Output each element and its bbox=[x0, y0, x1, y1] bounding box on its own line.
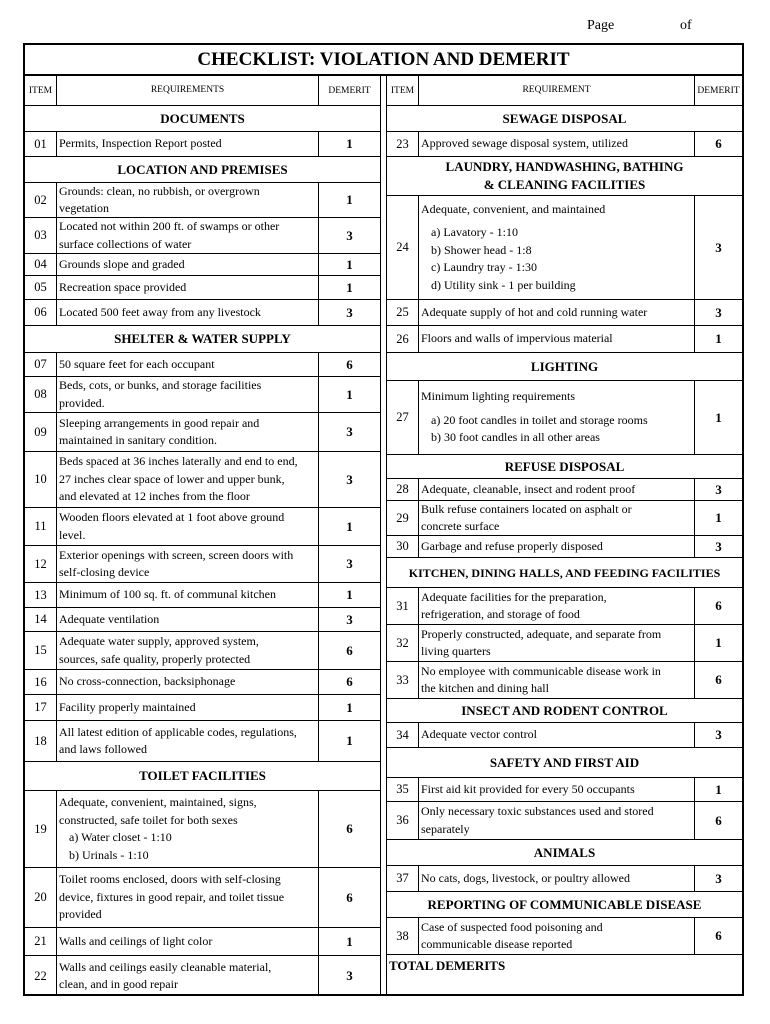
item-requirement: No employee with communicable disease work in the kitchen and dining hall bbox=[419, 662, 695, 698]
section-animals: ANIMALS bbox=[387, 840, 742, 866]
section-location: LOCATION AND PREMISES bbox=[25, 157, 380, 183]
item-number: 10 bbox=[25, 452, 57, 507]
right-column bbox=[386, 76, 742, 994]
item-number: 14 bbox=[25, 608, 57, 631]
item-requirement: Floors and walls of impervious material bbox=[419, 326, 695, 352]
item-row-36 bbox=[387, 802, 742, 840]
item-row-13 bbox=[25, 583, 380, 608]
section-reporting: REPORTING OF COMMUNICABLE DISEASE bbox=[387, 892, 742, 918]
item-requirement: Approved sewage disposal system, utilized bbox=[419, 132, 695, 156]
item-requirement: Adequate supply of hot and cold running water bbox=[419, 300, 695, 325]
item-number: 21 bbox=[25, 928, 57, 955]
item-number: 28 bbox=[387, 479, 419, 500]
item-requirement: Adequate, cleanable, insect and rodent proof bbox=[419, 479, 695, 500]
item-requirement: No cross-connection, backsiphonage bbox=[57, 670, 319, 694]
item-number: 36 bbox=[387, 802, 419, 839]
item-demerit: 3 bbox=[346, 611, 353, 627]
item-demerit: 1 bbox=[715, 409, 722, 425]
item-row-34 bbox=[387, 723, 742, 748]
section-kitchen: KITCHEN, DINING HALLS, AND FEEDING FACILITIES bbox=[387, 558, 742, 588]
item-row-04 bbox=[25, 254, 380, 276]
item-row-19 bbox=[25, 791, 380, 868]
item-row-20 bbox=[25, 868, 380, 928]
item-demerit: 1 bbox=[346, 386, 353, 402]
item-requirement: Wooden floors elevated at 1 foot above ground level. bbox=[57, 508, 319, 545]
item-requirement: First aid kit provided for every 50 occupants bbox=[419, 778, 695, 801]
item-row-08 bbox=[25, 377, 380, 413]
item-row-21 bbox=[25, 928, 380, 956]
item-demerit: 1 bbox=[346, 733, 353, 748]
item-requirement: Located not within 200 ft. of swamps or other surface collections of water bbox=[57, 218, 319, 253]
item-number: 38 bbox=[387, 918, 419, 954]
item-number: 05 bbox=[25, 276, 57, 299]
item-row-28 bbox=[387, 479, 742, 501]
item-requirement: Located 500 feet away from any livestock bbox=[57, 300, 319, 325]
item-requirement: Minimum of 100 sq. ft. of communal kitchen bbox=[57, 583, 319, 607]
item-row-11 bbox=[25, 508, 380, 546]
total-demerits-label: TOTAL DEMERITS bbox=[389, 958, 506, 973]
item-row-07 bbox=[25, 353, 380, 377]
item-row-31 bbox=[387, 588, 742, 625]
item-demerit: 1 bbox=[346, 256, 353, 272]
item-requirement: Recreation space provided bbox=[57, 276, 319, 299]
item-requirement: Adequate water supply, approved system, sources, safe quality, properly protected bbox=[57, 632, 319, 669]
item-demerit: 1 bbox=[346, 518, 353, 534]
item-demerit: 3 bbox=[346, 304, 353, 320]
item-demerit: 3 bbox=[346, 968, 353, 983]
item-number: 07 bbox=[25, 353, 57, 376]
section-lighting: LIGHTING bbox=[387, 353, 742, 381]
item-row-16 bbox=[25, 670, 380, 695]
item-row-05 bbox=[25, 276, 380, 300]
section-documents: DOCUMENTS bbox=[25, 106, 380, 132]
of-label: of bbox=[680, 18, 692, 33]
section-safety: SAFETY AND FIRST AID bbox=[387, 748, 742, 778]
item-requirement: Minimum lighting requirements a) 20 foot candles in toilet and storage rooms b) 30 foot candles in all other areas bbox=[419, 381, 695, 454]
item-requirement: Facility properly maintained bbox=[57, 695, 319, 720]
item-number: 34 bbox=[387, 723, 419, 747]
item-number: 16 bbox=[25, 670, 57, 694]
section-refuse: REFUSE DISPOSAL bbox=[387, 455, 742, 479]
item-number: 37 bbox=[387, 866, 419, 891]
item-requirement: Adequate, convenient, and maintained a) Lavatory - 1:10 b) Shower head - 1:8 c) Laundry tray - 1:30 d) Utility sink - 1 per building bbox=[419, 196, 695, 299]
item-number: 19 bbox=[25, 791, 57, 867]
page-label: Page bbox=[587, 18, 615, 33]
item-number: 04 bbox=[25, 254, 57, 275]
item-requirement: Adequate facilities for the preparation, refrigeration, and storage of food bbox=[419, 588, 695, 624]
item-demerit: 6 bbox=[346, 821, 353, 836]
item-number: 30 bbox=[387, 536, 419, 557]
header-demerit: DEMERIT bbox=[697, 85, 740, 96]
item-demerit: 1 bbox=[346, 192, 353, 207]
left-column bbox=[25, 76, 381, 994]
item-requirement: Adequate ventilation bbox=[57, 608, 319, 631]
header-requirement: REQUIREMENT bbox=[419, 76, 695, 105]
item-row-17 bbox=[25, 695, 380, 721]
item-requirement: Permits, Inspection Report posted bbox=[57, 132, 319, 156]
item-demerit: 6 bbox=[715, 598, 722, 613]
item-row-10 bbox=[25, 452, 380, 508]
item-row-12 bbox=[25, 546, 380, 583]
item-requirement: Walls and ceilings of light color bbox=[57, 928, 319, 955]
item-requirement: All latest edition of applicable codes, regulations, and laws followed bbox=[57, 721, 319, 761]
item-demerit: 6 bbox=[346, 674, 353, 689]
item-demerit: 3 bbox=[346, 424, 353, 439]
item-requirement: Only necessary toxic substances used and stored separately bbox=[419, 802, 695, 839]
item-row-22 bbox=[25, 956, 380, 996]
item-number: 29 bbox=[387, 501, 419, 535]
item-number: 23 bbox=[387, 132, 419, 156]
section-insect: INSECT AND RODENT CONTROL bbox=[387, 699, 742, 723]
item-requirement: Grounds: clean, no rubbish, or overgrown vegetation bbox=[57, 183, 319, 217]
item-demerit: 3 bbox=[715, 304, 722, 320]
item-row-35 bbox=[387, 778, 742, 802]
item-demerit: 6 bbox=[346, 642, 353, 658]
item-number: 35 bbox=[387, 778, 419, 801]
item-number: 22 bbox=[25, 956, 57, 996]
item-demerit: 3 bbox=[346, 471, 353, 487]
form-title: CHECKLIST: VIOLATION AND DEMERIT bbox=[25, 45, 742, 76]
section-laundry: LAUNDRY, HANDWASHING, BATHING & CLEANING FACILITIES bbox=[387, 157, 742, 196]
item-row-15 bbox=[25, 632, 380, 670]
item-demerit: 6 bbox=[715, 928, 722, 943]
item-number: 26 bbox=[387, 326, 419, 352]
item-requirement: Walls and ceilings easily cleanable material, clean, and in good repair bbox=[57, 956, 319, 996]
item-demerit: 3 bbox=[346, 556, 353, 571]
table-header bbox=[387, 76, 742, 106]
item-row-27 bbox=[387, 381, 742, 455]
item-requirement: Toilet rooms enclosed, doors with self-closing device, fixtures in good repair, and toilet tissue provided bbox=[57, 868, 319, 927]
item-number: 24 bbox=[387, 196, 419, 299]
item-requirement: Adequate vector control bbox=[419, 723, 695, 747]
item-demerit: 6 bbox=[346, 889, 353, 905]
item-row-25 bbox=[387, 300, 742, 326]
item-number: 02 bbox=[25, 183, 57, 217]
item-number: 12 bbox=[25, 546, 57, 582]
item-demerit: 6 bbox=[715, 812, 722, 828]
item-requirement: Exterior openings with screen, screen doors with self-closing device bbox=[57, 546, 319, 582]
item-demerit: 6 bbox=[715, 672, 722, 687]
item-demerit: 6 bbox=[715, 136, 722, 151]
item-demerit: 3 bbox=[346, 227, 353, 243]
header-demerit: DEMERIT bbox=[328, 85, 371, 96]
item-number: 32 bbox=[387, 625, 419, 661]
item-row-32 bbox=[387, 625, 742, 662]
item-number: 20 bbox=[25, 868, 57, 927]
item-requirement: Bulk refuse containers located on asphalt or concrete surface bbox=[419, 501, 695, 535]
item-requirement: 50 square feet for each occupant bbox=[57, 353, 319, 376]
item-row-01 bbox=[25, 132, 380, 157]
item-row-06 bbox=[25, 300, 380, 326]
item-number: 13 bbox=[25, 583, 57, 607]
item-requirement: Case of suspected food poisoning and communicable disease reported bbox=[419, 918, 695, 954]
item-row-18 bbox=[25, 721, 380, 762]
item-number: 09 bbox=[25, 413, 57, 451]
item-number: 33 bbox=[387, 662, 419, 698]
item-demerit: 3 bbox=[715, 239, 722, 255]
table-header bbox=[25, 76, 380, 106]
item-row-37 bbox=[387, 866, 742, 892]
item-demerit: 6 bbox=[346, 356, 353, 372]
checklist-form bbox=[23, 43, 744, 996]
item-row-33 bbox=[387, 662, 742, 699]
item-requirement: Beds spaced at 36 inches laterally and end to end, 27 inches clear space of lower and upper bunk, and elevated at 12 inches from the floor bbox=[57, 452, 319, 507]
item-number: 03 bbox=[25, 218, 57, 253]
item-demerit: 1 bbox=[346, 279, 353, 295]
item-row-23 bbox=[387, 132, 742, 157]
item-demerit: 1 bbox=[346, 699, 353, 715]
item-demerit: 3 bbox=[715, 727, 722, 742]
section-toilet: TOILET FACILITIES bbox=[25, 762, 380, 791]
header-item: ITEM bbox=[25, 76, 57, 105]
section-shelter: SHELTER & WATER SUPPLY bbox=[25, 326, 380, 353]
item-requirement: Sleeping arrangements in good repair and maintained in sanitary condition. bbox=[57, 413, 319, 451]
item-demerit: 1 bbox=[715, 781, 722, 797]
item-number: 06 bbox=[25, 300, 57, 325]
item-demerit: 1 bbox=[346, 933, 353, 949]
item-demerit: 3 bbox=[715, 870, 722, 886]
item-requirement: Garbage and refuse properly disposed bbox=[419, 536, 695, 557]
item-requirement: No cats, dogs, livestock, or poultry allowed bbox=[419, 866, 695, 891]
item-number: 15 bbox=[25, 632, 57, 669]
item-row-14 bbox=[25, 608, 380, 632]
section-sewage: SEWAGE DISPOSAL bbox=[387, 106, 742, 132]
item-number: 17 bbox=[25, 695, 57, 720]
header-requirements: REQUIREMENTS bbox=[57, 76, 319, 105]
item-row-26 bbox=[387, 326, 742, 353]
item-row-29 bbox=[387, 501, 742, 536]
item-number: 01 bbox=[25, 132, 57, 156]
item-demerit: 3 bbox=[715, 538, 722, 554]
item-requirement: Adequate, convenient, maintained, signs, constructed, safe toilet for both sexes a) Water closet - 1:10 b) Urinals - 1:10 bbox=[57, 791, 319, 867]
item-requirement: Beds, cots, or bunks, and storage facilities provided. bbox=[57, 377, 319, 412]
item-row-24 bbox=[387, 196, 742, 300]
item-number: 08 bbox=[25, 377, 57, 412]
item-demerit: 1 bbox=[346, 587, 353, 602]
item-number: 27 bbox=[387, 381, 419, 454]
item-demerit: 1 bbox=[715, 635, 722, 650]
item-demerit: 1 bbox=[715, 331, 722, 346]
item-number: 25 bbox=[387, 300, 419, 325]
item-row-38 bbox=[387, 918, 742, 955]
item-requirement: Properly constructed, adequate, and separate from living quarters bbox=[419, 625, 695, 661]
item-demerit: 1 bbox=[346, 136, 353, 151]
item-row-30 bbox=[387, 536, 742, 558]
item-number: 31 bbox=[387, 588, 419, 624]
item-row-02 bbox=[25, 183, 380, 218]
item-demerit: 1 bbox=[715, 510, 722, 525]
item-row-09 bbox=[25, 413, 380, 452]
item-requirement: Grounds slope and graded bbox=[57, 254, 319, 275]
item-demerit: 3 bbox=[715, 481, 722, 497]
header-item: ITEM bbox=[387, 76, 419, 105]
item-row-03 bbox=[25, 218, 380, 254]
item-number: 18 bbox=[25, 721, 57, 761]
item-number: 11 bbox=[25, 508, 57, 545]
